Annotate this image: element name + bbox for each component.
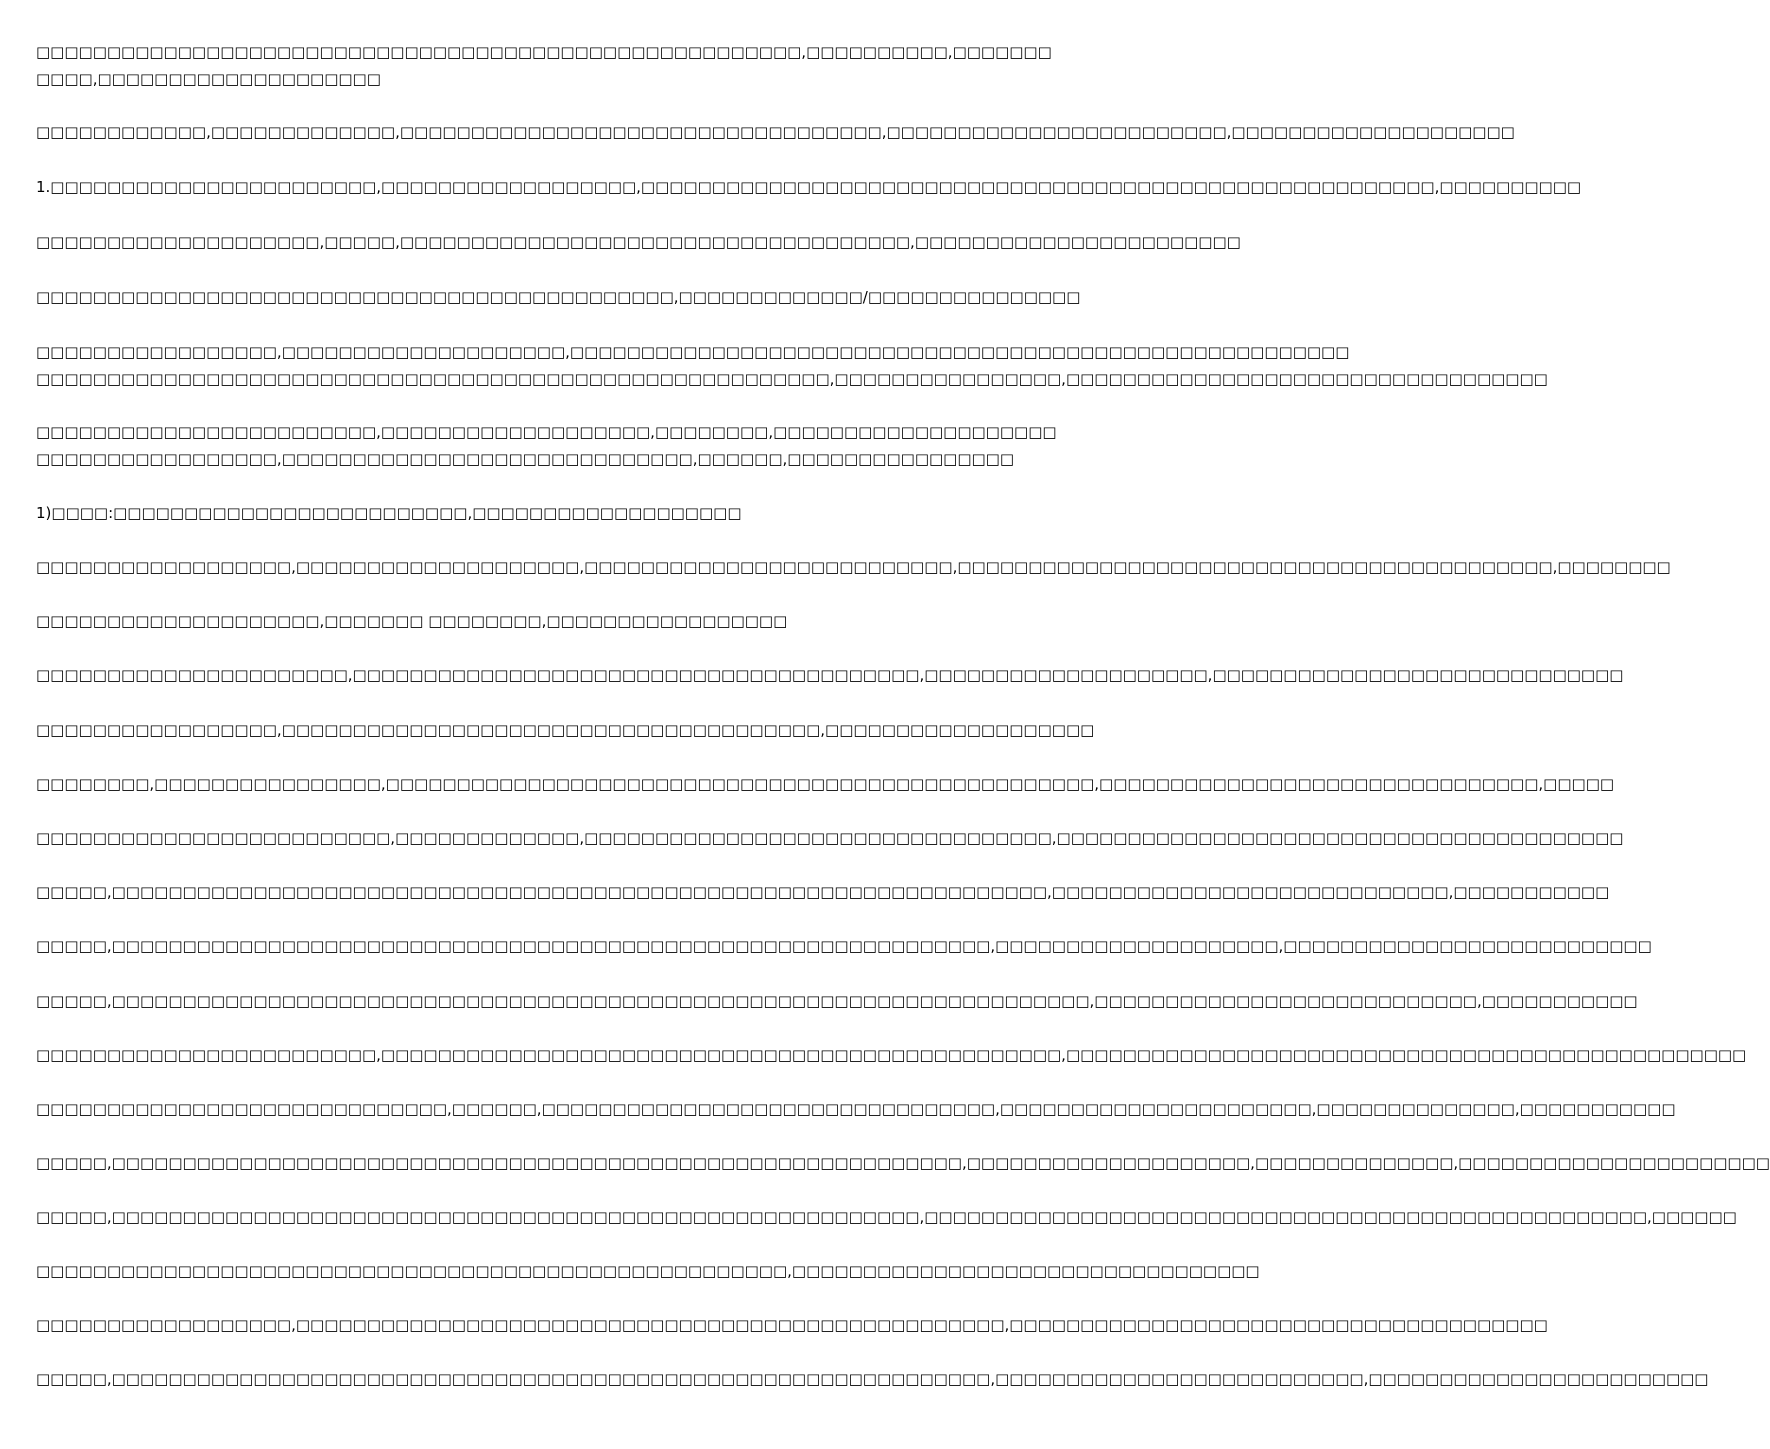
paragraph-5: □□□□□□□□□□□□□□□□□□□□□□□□□□□□□□□□□□□□□□□□□□□□□,□□□□□□□□□□□□□/□□□□□□□□□□□□□□□ <box>36 288 1081 306</box>
paragraph-22: □□□□□□□□□□□□□□□□□□□□□□□□□□□□□□□□□□□□□□□□□□□□□□□□□□□□□,□□□□□□□□□□□□□□□□□□□□□□□□□□□□□□□□□ <box>36 1262 1260 1280</box>
paragraph-18: □□□□□□□□□□□□□□□□□□□□□□□□,□□□□□□□□□□□□□□□□□□□□□□□□□□□□□□□□□□□□□□□□□□□□□□□□,□□□□□□□□□□□□□□□□□□□□□□□□□□□□□□□□□□□□□□□□□□□□□□□□ <box>36 1046 1747 1064</box>
paragraph-14: □□□□□□□□□□□□□□□□□□□□□□□□□,□□□□□□□□□□□□□,□□□□□□□□□□□□□□□□□□□□□□□□□□□□□□□□□,□□□□□□□□□□□□□□□□□□□□□□□□□□□□□□□□□□□□□□□□ <box>36 829 1624 847</box>
paragraph-12: □□□□□□□□□□□□□□□□□,□□□□□□□□□□□□□□□□□□□□□□□□□□□□□□□□□□□□□□,□□□□□□□□□□□□□□□□□□□ <box>36 721 1095 739</box>
paragraph-8: 1)□□□□:□□□□□□□□□□□□□□□□□□□□□□□□□,□□□□□□□□□□□□□□□□□□□ <box>36 504 742 522</box>
paragraph-24: □□□□□,□□□□□□□□□□□□□□□□□□□□□□□□□□□□□□□□□□□□□□□□□□□□□□□□□□□□□□□□□□□□□□,□□□□□□□□□□□□□□□□□□□□□□□□□□,□□□□□□□□□□□□□□□□□□□□□□□□ <box>36 1370 1709 1388</box>
paragraph-9: □□□□□□□□□□□□□□□□□□,□□□□□□□□□□□□□□□□□□□□,□□□□□□□□□□□□□□□□□□□□□□□□□□,□□□□□□□□□□□□□□□□□□□□□□□□□□□□□□□□□□□□□□□□□□,□□□□□□□□ <box>36 558 1671 576</box>
paragraph-11: □□□□□□□□□□□□□□□□□□□□□□,□□□□□□□□□□□□□□□□□□□□□□□□□□□□□□□□□□□□□□□□,□□□□□□□□□□□□□□□□□□□□,□□□□□□□□□□□□□□□□□□□□□□□□□□□□□ <box>36 666 1624 684</box>
paragraph-17: □□□□□,□□□□□□□□□□□□□□□□□□□□□□□□□□□□□□□□□□□□□□□□□□□□□□□□□□□□□□□□□□□□□□□□□□□□□,□□□□□□□□□□□□□□□□□□□□□□□□□□□,□□□□□□□□□□□ <box>36 992 1638 1010</box>
paragraph-3: 1.□□□□□□□□□□□□□□□□□□□□□□□,□□□□□□□□□□□□□□□□□□,□□□□□□□□□□□□□□□□□□□□□□□□□□□□□□□□□□□□□□□□□□□□□□□□□□□□□□□□,□□□□□□□□□□ <box>36 178 1582 196</box>
paragraph-2: □□□□□□□□□□□□,□□□□□□□□□□□□□,□□□□□□□□□□□□□□□□□□□□□□□□□□□□□□□□□□,□□□□□□□□□□□□□□□□□□□□□□□□,□□□□□□□□□□□□□□□□□□□□ <box>36 123 1515 141</box>
paragraph-19: □□□□□□□□□□□□□□□□□□□□□□□□□□□□□,□□□□□□,□□□□□□□□□□□□□□□□□□□□□□□□□□□□□□□□,□□□□□□□□□□□□□□□□□□□□□□,□□□□□□□□□□□□□□,□□□□□□□□□□□ <box>36 1100 1676 1118</box>
paragraph-21: □□□□□,□□□□□□□□□□□□□□□□□□□□□□□□□□□□□□□□□□□□□□□□□□□□□□□□□□□□□□□□□,□□□□□□□□□□□□□□□□□□□□□□□□□□□□□□□□□□□□□□□□□□□□□□□□□□□,□□□□□□ <box>36 1208 1737 1226</box>
document-page <box>36 39 1770 1393</box>
paragraph-23: □□□□□□□□□□□□□□□□□□,□□□□□□□□□□□□□□□□□□□□□□□□□□□□□□□□□□□□□□□□□□□□□□□□□□,□□□□□□□□□□□□□□□□□□□□□□□□□□□□□□□□□□□□□□ <box>36 1316 1548 1334</box>
paragraph-20: □□□□□,□□□□□□□□□□□□□□□□□□□□□□□□□□□□□□□□□□□□□□□□□□□□□□□□□□□□□□□□□□□□,□□□□□□□□□□□□□□□□□□□□,□□□□□□□□□□□□□□,□□□□□□□□□□□□□□□□□□□□□□ <box>36 1154 1770 1172</box>
paragraph-1: □□□□□□□□□□□□□□□□□□□□□□□□□□□□□□□□□□□□□□□□□□□□□□□□□□□□□□,□□□□□□□□□□,□□□□□□□ □□□□,□□□□□□□□□□□□□□□□□□□□ <box>36 43 1052 88</box>
paragraph-16: □□□□□,□□□□□□□□□□□□□□□□□□□□□□□□□□□□□□□□□□□□□□□□□□□□□□□□□□□□□□□□□□□□□□,□□□□□□□□□□□□□□□□□□□□,□□□□□□□□□□□□□□□□□□□□□□□□□□ <box>36 937 1652 955</box>
paragraph-4: □□□□□□□□□□□□□□□□□□□□,□□□□□,□□□□□□□□□□□□□□□□□□□□□□□□□□□□□□□□□□□□,□□□□□□□□□□□□□□□□□□□□□□□ <box>36 233 1241 251</box>
paragraph-6: □□□□□□□□□□□□□□□□□,□□□□□□□□□□□□□□□□□□□□,□□□□□□□□□□□□□□□□□□□□□□□□□□□□□□□□□□□□□□□□□□□□□□□□□□□□□□□ □□□□□□□□□□□□□□□□□□□□□□□□□□□□□□□□□□□□□□□□□□□□□□□□□□□□□□□□,□□□□□□□□□□□□□□□□,□□□□□□□□□□□□□□□□□□□□□□□□□□□□□□□□□□ <box>36 343 1548 388</box>
paragraph-13: □□□□□□□□,□□□□□□□□□□□□□□□□,□□□□□□□□□□□□□□□□□□□□□□□□□□□□□□□□□□□□□□□□□□□□□□□□□□,□□□□□□□□□□□□□□□□□□□□□□□□□□□□□□□,□□□□□ <box>36 775 1615 793</box>
paragraph-10: □□□□□□□□□□□□□□□□□□□□,□□□□□□□ □□□□□□□□,□□□□□□□□□□□□□□□□□ <box>36 612 788 630</box>
paragraph-15: □□□□□,□□□□□□□□□□□□□□□□□□□□□□□□□□□□□□□□□□□□□□□□□□□□□□□□□□□□□□□□□□□□□□□□□□,□□□□□□□□□□□□□□□□□□□□□□□□□□□□,□□□□□□□□□□□ <box>36 883 1610 901</box>
paragraph-7: □□□□□□□□□□□□□□□□□□□□□□□□,□□□□□□□□□□□□□□□□□□□,□□□□□□□□,□□□□□□□□□□□□□□□□□□□□ □□□□□□□□□□□□□□□□□,□□□□□□□□□□□□□□□□□□□□□□□□□□□□□,□□□□□□,□□□□□□□□□□□□□□□□ <box>36 423 1057 468</box>
